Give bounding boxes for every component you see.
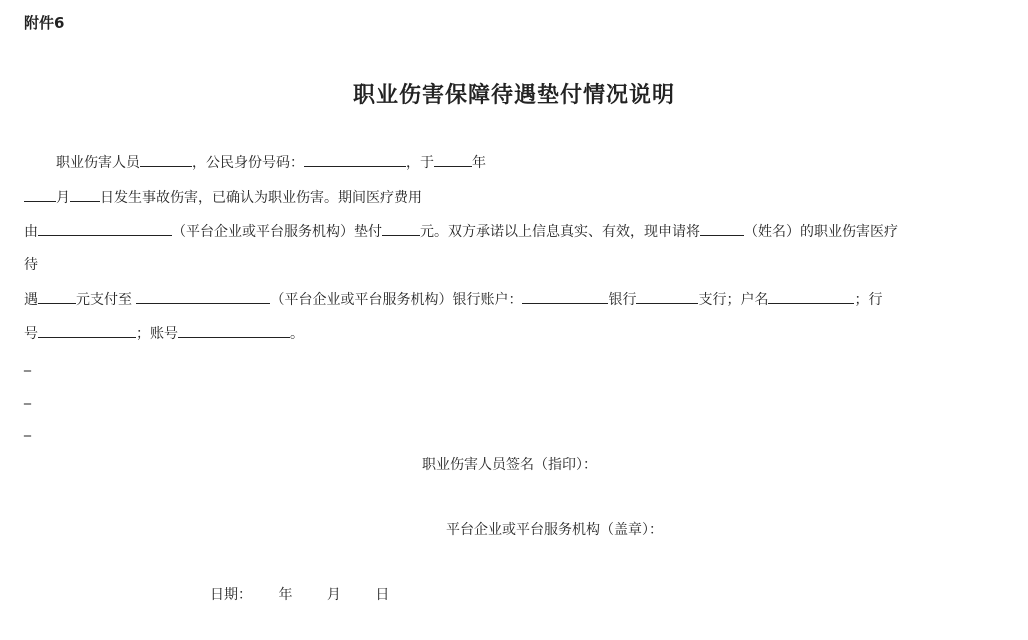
blank-worker-name [140,153,192,167]
dash-3: _ [24,421,31,437]
blank-bank [522,290,608,304]
text-treatment: 遇 [24,292,38,308]
text-pay-to: 元支付至 [76,292,132,308]
blank-pay-amount [38,290,76,304]
paragraph-line-1 [56,153,486,172]
text-period: 。 [290,326,304,342]
text-advance: （平台企业或平台服务机构）垫付 [172,224,382,240]
text-year: 年 [472,155,486,171]
text-bank-account: （平台企业或平台服务机构）银行账户： [270,292,523,308]
attachment-label: 附件6 [24,14,65,32]
text-bank: 银行 [608,292,637,308]
date-label: 日期： [210,587,252,603]
text-commit: 元。双方承诺以上信息真实、有效，现申请将 [420,224,700,240]
paragraph-line-6 [24,324,304,343]
blank-month [24,188,56,202]
blank-name [700,222,744,236]
date-day: 日 [375,587,390,603]
text-account-number: ；账号 [136,326,178,342]
date-row [210,584,389,604]
paragraph-line-3 [24,222,898,241]
dash-2: _ [24,389,31,405]
blank-account-number [178,324,290,338]
platform-seal-label: 平台企业或平台服务机构（盖章）： [446,522,663,538]
blank-account-name [768,290,854,304]
blank-branch [636,290,698,304]
blank-payer [38,222,172,236]
document-title: 职业伤害保障待遇垫付情况说明 [352,83,675,108]
text-accident: 日发生事故伤害，已确认为职业伤害。期间医疗费用 [100,190,422,206]
blank-payee [136,290,270,304]
text-by: 由 [24,224,38,240]
blank-amount [382,222,420,236]
text-branch: 支行；户名 [698,292,769,308]
blank-year [434,153,472,167]
date-year: 年 [278,587,293,603]
blank-bank-number [38,324,136,338]
paragraph-line-5 [24,290,882,309]
text-on: ，于 [406,155,434,171]
paragraph-line-2 [24,188,422,207]
blank-id-number [304,153,406,167]
dash-1: _ [24,356,31,372]
text-worker: 职业伤害人员 [56,155,140,171]
date-month: 月 [326,587,341,603]
blank-day [70,188,100,202]
text-id-number: ，公民身份号码： [192,155,304,171]
text-month: 月 [56,190,70,206]
text-row: ；行 [854,292,883,308]
text-medical: （姓名）的职业伤害医疗 [744,224,898,240]
worker-signature-label: 职业伤害人员签名（指印）： [422,457,597,473]
text-number: 号 [24,326,38,342]
paragraph-line-4: 待 [24,257,38,273]
